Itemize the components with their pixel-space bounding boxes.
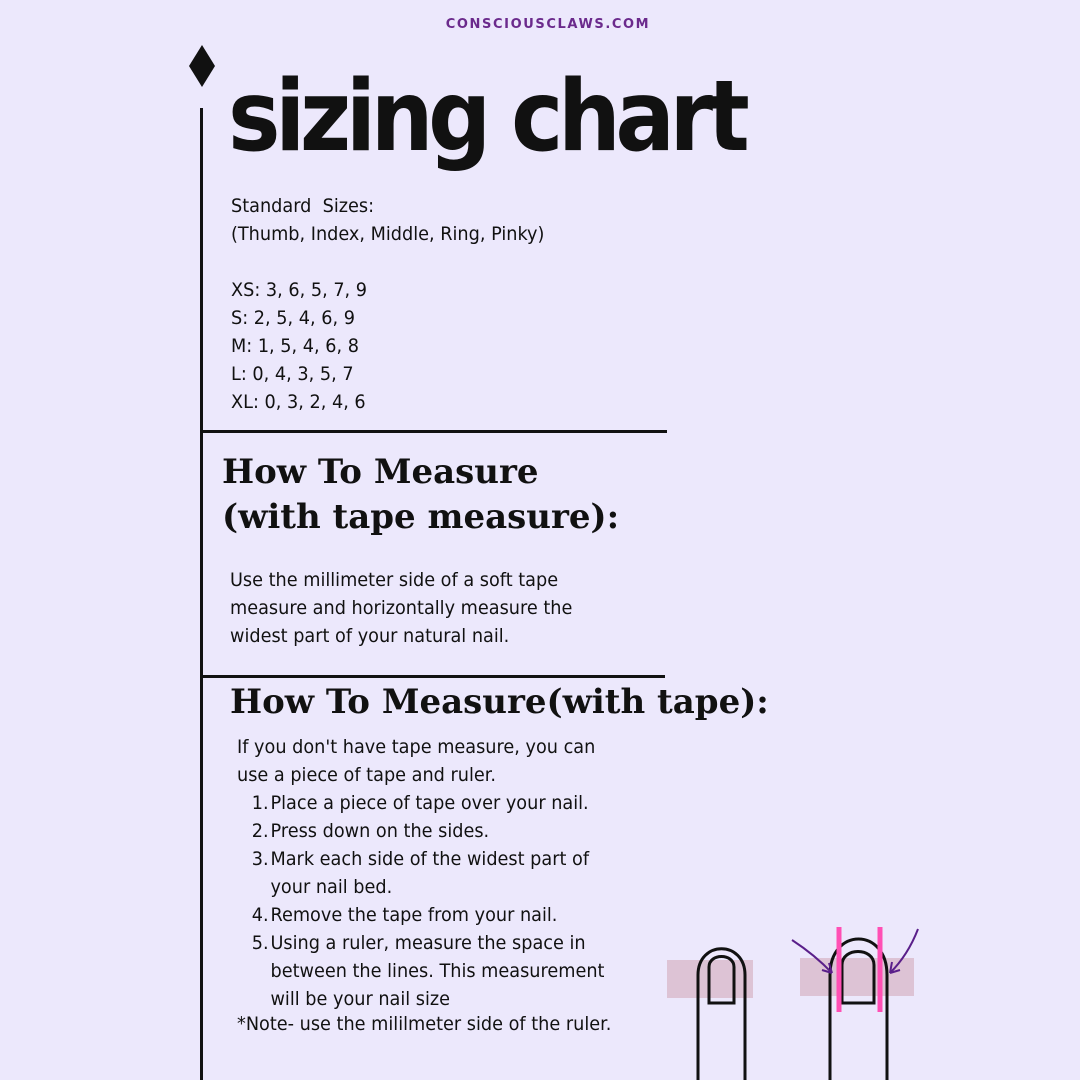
tape-measure-heading-line2: (with tape measure): <box>222 497 620 537</box>
step-number: 4. <box>251 904 269 926</box>
list-item <box>237 901 604 929</box>
size-row-xs: XS: 3, 6, 5, 7, 9 <box>231 279 368 301</box>
tape-measure-body-line1: Use the millimeter side of a soft tape <box>230 569 559 591</box>
site-url[interactable]: CONSCIOUSCLAWS.COM <box>445 17 651 32</box>
vertical-rule <box>200 108 203 1080</box>
tape-strip <box>800 958 914 996</box>
standard-sizes-heading: Standard Sizes: <box>231 195 375 217</box>
diamond-icon <box>189 45 215 87</box>
steps-list <box>237 789 632 1013</box>
list-item <box>237 789 604 817</box>
tape-intro-line2: use a piece of tape and ruler. <box>237 764 497 786</box>
step-number: 2. <box>251 820 269 842</box>
list-item <box>237 873 604 901</box>
tape-measure-body-line3: widest part of your natural nail. <box>230 625 510 647</box>
tape-intro-line1: If you don't have tape measure, you can <box>237 736 596 758</box>
list-item <box>237 985 604 1013</box>
list-item <box>237 817 604 845</box>
step-number: 5. <box>251 932 269 954</box>
size-row-xl: XL: 0, 3, 2, 4, 6 <box>231 391 366 413</box>
finger-order: (Thumb, Index, Middle, Ring, Pinky) <box>231 223 545 245</box>
tape-measure-body-line2: measure and horizontally measure the <box>230 597 573 619</box>
tape-heading: How To Measure(with tape): <box>230 682 769 722</box>
step-text: Mark each side of the widest part of <box>270 848 590 870</box>
step-text: Using a ruler, measure the space in <box>270 932 586 954</box>
divider-2 <box>203 675 665 678</box>
step-text: Press down on the sides. <box>270 820 490 842</box>
step-number: 3. <box>251 848 269 870</box>
step-text: Place a piece of tape over your nail. <box>270 792 589 814</box>
step-text: Remove the tape from your nail. <box>270 904 558 926</box>
page-title: sizing chart <box>228 60 745 174</box>
ruler-note: *Note- use the mililmeter side of the ruler. <box>237 1013 612 1035</box>
size-row-m: M: 1, 5, 4, 6, 8 <box>231 335 359 357</box>
size-row-s: S: 2, 5, 4, 6, 9 <box>231 307 355 329</box>
step-text: will be your nail size <box>270 988 451 1010</box>
tape-measure-heading-line1: How To Measure <box>222 452 539 492</box>
finger-nail-illustration <box>660 915 930 1080</box>
divider-1 <box>203 430 667 433</box>
step-text: your nail bed. <box>270 876 393 898</box>
list-item <box>237 845 604 873</box>
list-item <box>237 929 604 957</box>
step-text: between the lines. This measurement <box>270 960 605 982</box>
step-number: 1. <box>251 792 269 814</box>
size-row-l: L: 0, 4, 3, 5, 7 <box>231 363 354 385</box>
list-item <box>237 957 604 985</box>
